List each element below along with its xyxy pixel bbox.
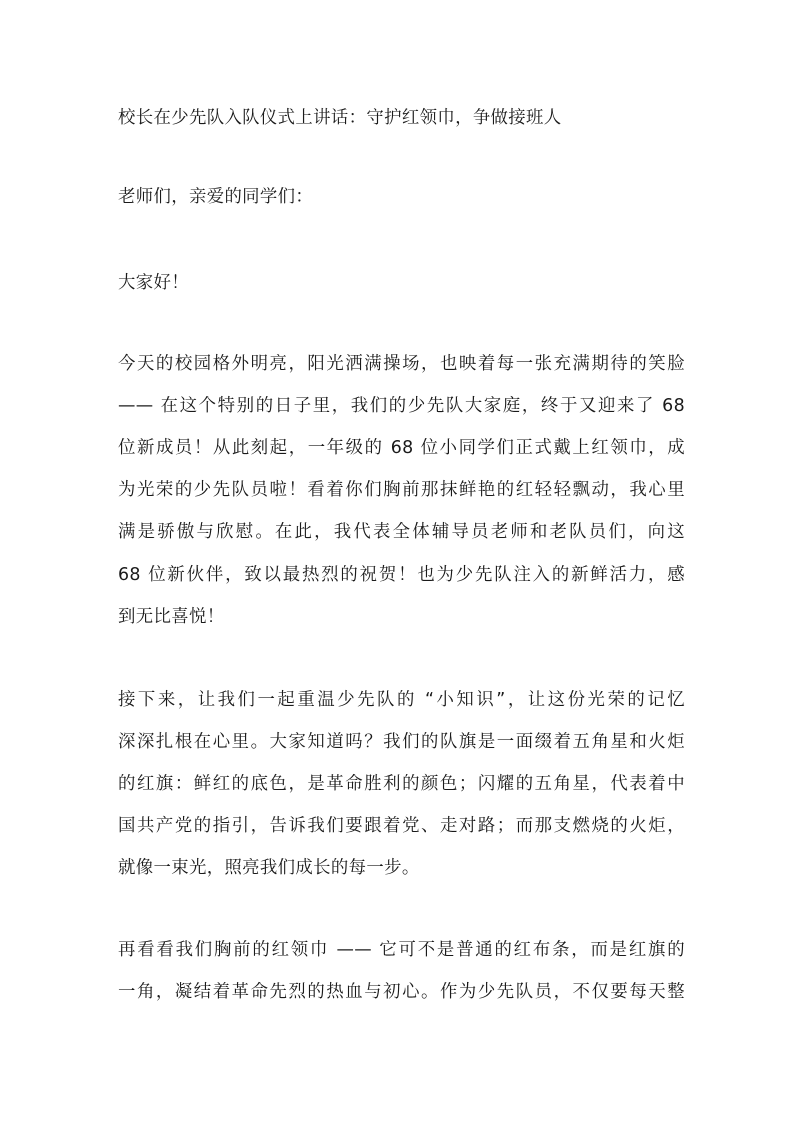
paragraph-line: 到无比喜悦！ — [118, 607, 225, 627]
paragraph-line: 就像一束光，照亮我们成长的每一步。 — [118, 858, 420, 878]
salutation: 老师们，亲爱的同学们： — [118, 187, 314, 207]
greeting: 大家好！ — [118, 273, 189, 293]
paragraph-line: 68 位新伙伴，致以最热烈的祝贺！也为少先队注入的新鲜活力，感 — [118, 565, 685, 585]
paragraph-line: —— 在这个特别的日子里，我们的少先队大家庭，终于又迎来了 68 — [118, 396, 685, 416]
paragraph-line: 的红旗：鲜红的底色，是革命胜利的颜色；闪耀的五角星，代表着中 — [118, 774, 685, 794]
paragraph-line: 深深扎根在心里。大家知道吗？我们的队旗是一面缀着五角星和火炬 — [118, 732, 685, 752]
paragraph-line: 再看看我们胸前的红领巾 —— 它可不是普通的红布条，而是红旗的 — [118, 940, 685, 960]
paragraph-line: 今天的校园格外明亮，阳光洒满操场，也映着每一张充满期待的笑脸 — [118, 354, 685, 374]
paragraph-line: 为光荣的少先队员啦！看着你们胸前那抹鲜艳的红轻轻飘动，我心里 — [118, 480, 685, 500]
paragraph-line: 国共产党的指引，告诉我们要跟着党、走对路；而那支燃烧的火炬， — [118, 816, 685, 836]
paragraph-line: 满是骄傲与欣慰。在此，我代表全体辅导员老师和老队员们，向这 — [118, 522, 685, 542]
paragraph-line: 接下来，让我们一起重温少先队的 “小知识”，让这份光荣的记忆 — [118, 690, 685, 710]
document-title: 校长在少先队入队仪式上讲话：守护红领巾，争做接班人 — [118, 108, 562, 128]
paragraph-line: 一角，凝结着革命先烈的热血与初心。作为少先队员，不仅要每天整 — [118, 982, 685, 1002]
paragraph-line: 位新成员！从此刻起，一年级的 68 位小同学们正式戴上红领巾，成 — [118, 438, 685, 458]
